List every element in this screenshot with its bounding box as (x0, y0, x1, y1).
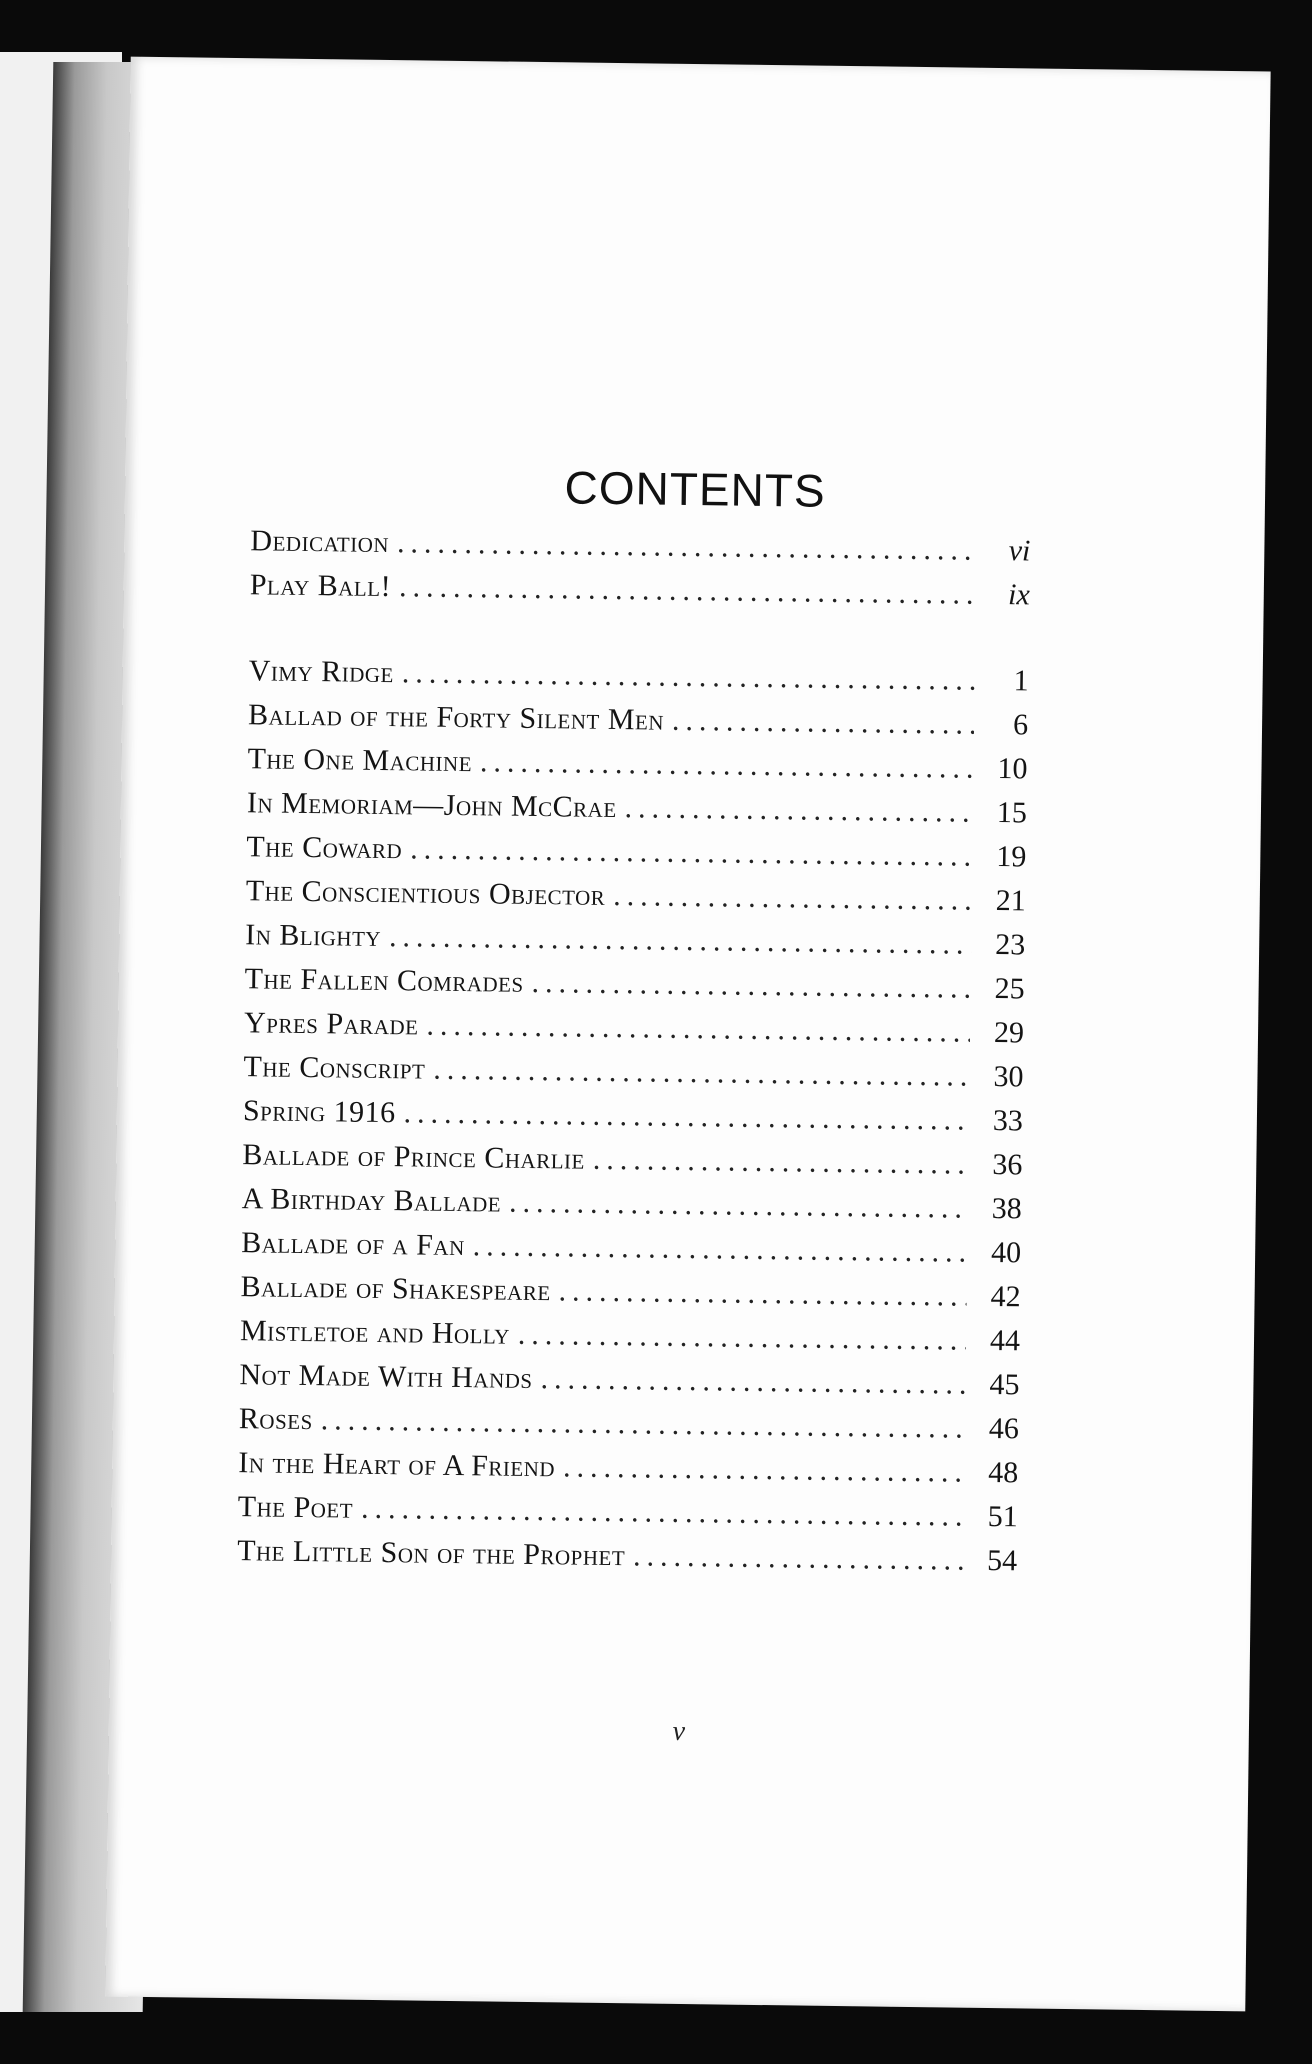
toc-entry-title: Ballade of a Fan (241, 1226, 465, 1263)
toc-entry-title: Mistletoe and Holly (239, 1314, 511, 1351)
toc-entry-title: Ballade of Shakespeare (240, 1270, 551, 1308)
dot-leader (399, 570, 976, 612)
toc-entry-page: 33 (992, 1103, 1024, 1138)
toc-entry-title: Vimy Ridge (248, 654, 395, 690)
toc-entry-title: Ballad of the Forty Silent Men (247, 698, 665, 737)
contents-page (105, 57, 1270, 2012)
toc-entry-page: 44 (989, 1323, 1021, 1358)
toc-entry-page: 54 (986, 1543, 1018, 1578)
toc-entry-page: 6 (1012, 708, 1029, 742)
dot-leader (433, 1053, 970, 1094)
toc-entry-page: 51 (987, 1499, 1018, 1534)
toc-entry-title: Roses (238, 1402, 314, 1437)
toc-entry-title: In Memoriam—John McCrae (246, 786, 617, 825)
toc-entry-title: The Conscript (243, 1050, 426, 1086)
toc-entry-title: In Blighty (245, 918, 382, 953)
toc-entry-title: The Poet (237, 1490, 354, 1525)
dot-leader (410, 832, 973, 873)
toc-entry (249, 568, 1030, 622)
toc-entry-title: The Little Son of the Prophet (236, 1534, 626, 1573)
toc-entry-title: Play Ball! (249, 568, 392, 604)
toc-entry-page: ix (1007, 578, 1030, 612)
toc-entry-page: 23 (994, 928, 1026, 962)
dot-leader (672, 704, 974, 742)
toc-entry-page: 36 (992, 1147, 1023, 1182)
toc-entry-page: 30 (993, 1060, 1024, 1094)
toc-entry-title: Ballade of Prince Charlie (242, 1138, 586, 1176)
toc-entry-page: 19 (996, 840, 1027, 874)
toc-entry-page: 48 (988, 1455, 1019, 1490)
toc-entry-title: Not Made With Hands (239, 1358, 533, 1395)
toc-entry-page: 10 (997, 752, 1028, 786)
dot-leader (558, 1274, 966, 1313)
page-number: v (672, 1715, 686, 1748)
toc-entry-page: 46 (988, 1411, 1020, 1446)
toc-entry-title: A Birthday Ballade (241, 1182, 502, 1219)
dot-leader (402, 656, 975, 697)
toc-entry-page: vi (1008, 534, 1031, 568)
toc-entry-page: 25 (994, 972, 1025, 1006)
dot-leader (426, 1009, 970, 1050)
toc-entry-page: 42 (990, 1279, 1021, 1314)
toc-entry-page: 1 (1013, 664, 1029, 698)
toc-entry-page: 21 (995, 884, 1026, 918)
dot-leader (593, 1143, 969, 1182)
dot-leader (531, 966, 970, 1006)
dot-leader (403, 1096, 969, 1137)
scan-border (1286, 70, 1312, 2030)
dot-leader (540, 1362, 965, 1402)
toc-entry-page: 45 (989, 1367, 1020, 1402)
toc-entry-title: The Fallen Comrades (244, 962, 524, 999)
dot-leader (633, 1539, 963, 1577)
dot-leader (518, 1318, 967, 1358)
page-title: CONTENTS (564, 461, 826, 517)
toc-entry-title: Dedication (250, 524, 390, 560)
toc-entry-title: The Conscientious Objector (245, 874, 606, 912)
dot-leader (361, 1492, 964, 1534)
dot-leader (613, 879, 972, 918)
toc-entry-title: Spring 1916 (242, 1094, 396, 1130)
dot-leader (397, 526, 977, 568)
dot-leader (472, 1229, 967, 1269)
dot-leader (480, 745, 974, 785)
toc-entry-title: The Coward (246, 830, 403, 866)
toc-entry-page: 29 (993, 1016, 1025, 1050)
toc-entry-title: In the Heart of A Friend (238, 1446, 556, 1484)
dot-leader (509, 1186, 968, 1226)
dot-leader (389, 920, 972, 962)
table-of-contents (237, 524, 1031, 1588)
dot-leader (563, 1450, 965, 1489)
toc-entry-page: 40 (990, 1235, 1022, 1270)
toc-entry-page: 38 (991, 1191, 1022, 1226)
toc-entry-title: Ypres Parade (243, 1006, 419, 1042)
toc-entry-page: 15 (996, 796, 1028, 830)
dot-leader (321, 1403, 966, 1445)
toc-entry (237, 1534, 1018, 1588)
dot-leader (624, 791, 973, 830)
toc-entry-title: The One Machine (247, 742, 473, 779)
